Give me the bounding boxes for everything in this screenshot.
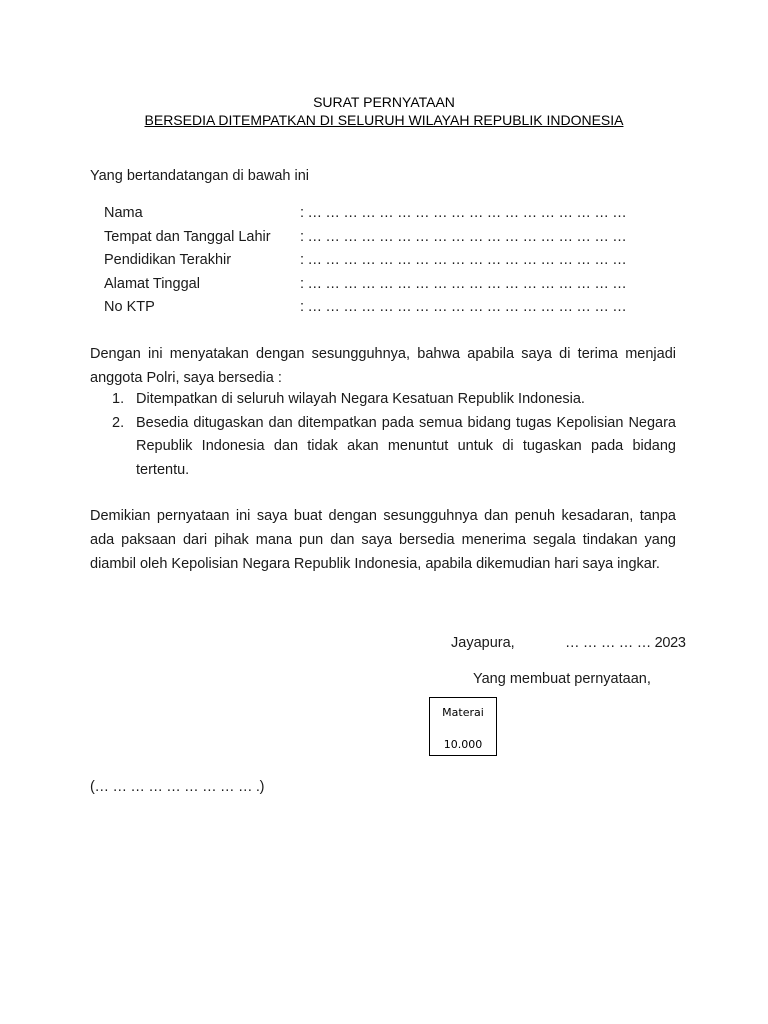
list-text: Besedia ditugaskan dan ditempatkan pada semua bidang tugas Kepolisian Negara Republik Indonesia dan tidak akan menuntut untuk di tugaskan pada bidang tertentu. xyxy=(136,414,676,478)
field-blank: : … … … … … … … … … … … … … … … … … … xyxy=(300,205,627,221)
field-blank: : … … … … … … … … … … … … … … … … … … xyxy=(300,275,627,292)
list-item xyxy=(106,388,676,412)
document-subtitle: BERSEDIA DITEMPATKAN DI SELURUH WILAYAH REPUBLIK INDONESIA xyxy=(144,112,624,128)
field-row-education xyxy=(104,249,627,273)
stamp-label: Materai xyxy=(442,706,484,719)
list-text: Ditempatkan di seluruh wilayah Negara Kesatuan Republik Indonesia. xyxy=(136,391,585,407)
signature-date: … … … … … 2023 xyxy=(565,635,686,651)
field-row-ktp xyxy=(104,296,627,320)
stamp-value: 10.000 xyxy=(443,738,483,751)
signature-place: Jayapura, xyxy=(451,635,515,651)
commitment-list xyxy=(106,388,676,482)
intro-text: Yang bertandatangan di bawah ini xyxy=(90,168,310,184)
field-label: No KTP xyxy=(104,299,155,315)
field-label: Tempat dan Tanggal Lahir xyxy=(104,228,271,245)
list-number: 2. xyxy=(112,414,125,431)
maker-label: Yang membuat pernyataan, xyxy=(473,671,651,687)
identity-fields xyxy=(104,202,627,320)
signature-name-line: (… … … … … … … … … .) xyxy=(90,779,265,795)
field-label: Pendidikan Terakhir xyxy=(104,252,232,268)
field-row-address xyxy=(104,273,627,297)
list-item xyxy=(106,412,676,483)
field-blank: : … … … … … … … … … … … … … … … … … … xyxy=(300,228,627,245)
field-row-nama xyxy=(104,202,627,226)
list-number: 1. xyxy=(112,391,125,407)
stamp-box xyxy=(429,697,497,756)
field-label: Alamat Tinggal xyxy=(104,275,200,292)
field-label: Nama xyxy=(104,205,143,221)
field-blank: : … … … … … … … … … … … … … … … … … … xyxy=(300,299,627,315)
field-blank: : … … … … … … … … … … … … … … … … … … xyxy=(300,252,627,268)
field-row-birth xyxy=(104,226,627,250)
closing-paragraph: Demikian pernyataan ini saya buat dengan sesungguhnya dan penuh kesadaran, tanpa ada paksaan dari pihak mana pun dan saya bersedia menerima segala tindakan yang diambil oleh Kepolisian Negara Republik Indonesia, apabila dikemudian hari saya ingkar. xyxy=(90,508,676,573)
statement-paragraph: Dengan ini menyatakan dengan sesungguhnya, bahwa apabila saya di terima menjadi anggota Polri, saya bersedia : xyxy=(90,346,676,387)
document-title: SURAT PERNYATAAN xyxy=(313,94,455,110)
